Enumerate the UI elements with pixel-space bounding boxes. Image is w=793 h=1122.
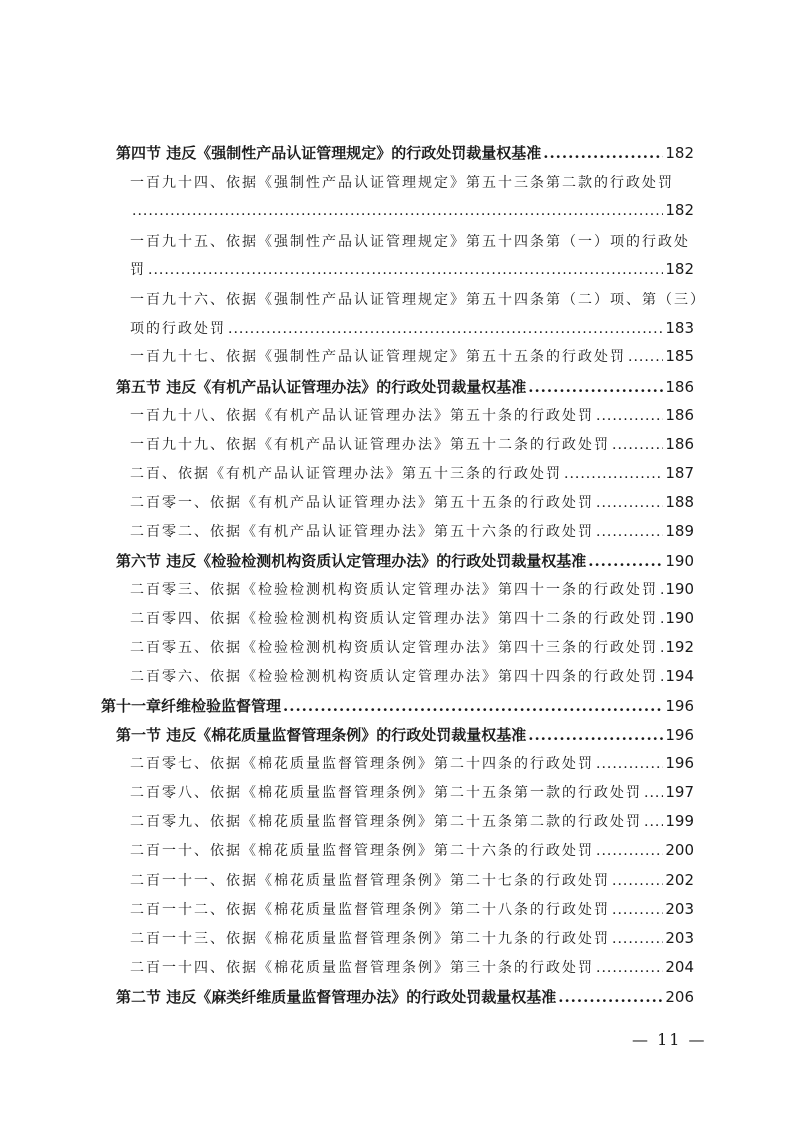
toc-leader-dots (644, 785, 663, 801)
toc-item-207[interactable] (130, 753, 694, 773)
toc-item-198[interactable] (130, 405, 694, 425)
toc-leader-dots (660, 611, 663, 627)
toc-item-197[interactable] (130, 346, 694, 366)
toc-item-text: 一百九十九、依据《有机产品认证管理办法》第五十二条的行政处罚 (130, 437, 610, 453)
toc-item-194[interactable] (130, 201, 694, 219)
toc-item-text: 二百一十二、依据《棉花质量监督管理条例》第二十八条的行政处罚 (130, 902, 610, 918)
toc-section-1[interactable] (116, 724, 694, 745)
toc-page-number: 186 (665, 406, 694, 424)
toc-item-212[interactable] (130, 899, 694, 919)
toc-page-number: 187 (665, 464, 694, 482)
toc-page-number: 182 (665, 201, 694, 219)
toc-chapter-title: 第十一章纤维检验监督管理 (101, 697, 282, 715)
toc-leader-dots (543, 144, 663, 162)
toc-item-text: 一百九十七、依据《强制性产品认证管理规定》第五十五条的行政处罚 (130, 349, 626, 365)
toc-item-196[interactable] (130, 318, 694, 338)
toc-item-195[interactable] (130, 259, 694, 279)
toc-leader-dots (588, 552, 663, 570)
toc-item-text: 二百一十三、依据《棉花质量监督管理条例》第二十九条的行政处罚 (130, 931, 610, 947)
toc-page-number: 197 (665, 783, 694, 801)
toc-leader-dots (660, 582, 663, 598)
toc-leader-dots (596, 960, 663, 976)
toc-page-number: 194 (665, 667, 694, 685)
toc-page-number: 196 (665, 754, 694, 772)
toc-page-number: 190 (665, 552, 694, 570)
toc-item-202[interactable] (130, 521, 694, 541)
toc-section-title: 第二节 违反《麻类纤维质量监督管理办法》的行政处罚裁量权基准 (116, 988, 557, 1006)
toc-leader-dots (564, 466, 663, 482)
toc-page-number: 182 (665, 144, 694, 162)
toc-item-199[interactable] (130, 434, 694, 454)
toc-page-number: 203 (665, 929, 694, 947)
toc-page-number: 188 (665, 493, 694, 511)
toc-leader-dots (596, 408, 663, 424)
toc-page-number: 186 (665, 435, 694, 453)
toc-page-number: 199 (665, 812, 694, 830)
toc-item-210[interactable] (130, 840, 694, 860)
toc-section-title: 第五节 违反《有机产品认证管理办法》的行政处罚裁量权基准 (116, 378, 527, 396)
toc-item-209[interactable] (130, 811, 694, 831)
toc-item-203[interactable] (130, 579, 694, 599)
toc-page-number: 190 (665, 609, 694, 627)
toc-section-4[interactable] (116, 142, 694, 163)
toc-leader-dots (528, 726, 663, 744)
toc-section-title: 第四节 违反《强制性产品认证管理规定》的行政处罚裁量权基准 (116, 144, 542, 162)
toc-item-195-line1[interactable]: 一百九十五、依据《强制性产品认证管理规定》第五十四条第（一）项的行政处 (130, 234, 690, 250)
toc-item-text: 二百零八、依据《棉花质量监督管理条例》第二十五条第一款的行政处罚 (130, 785, 642, 801)
toc-item-205[interactable] (130, 637, 694, 657)
toc-leader-dots (228, 321, 663, 337)
toc-item-206[interactable] (130, 666, 694, 686)
toc-item-text: 二百零三、依据《检验检测机构资质认定管理办法》第四十一条的行政处罚 (130, 582, 658, 598)
toc-item-194-line1[interactable]: 一百九十四、依据《强制性产品认证管理规定》第五十三条第二款的行政处罚 (130, 175, 674, 191)
toc-chapter-11[interactable] (101, 695, 694, 716)
toc-page-number: 204 (665, 958, 694, 976)
toc-leader-dots (612, 931, 663, 947)
toc-item-text: 一百九十八、依据《有机产品认证管理办法》第五十条的行政处罚 (130, 408, 594, 424)
toc-leader-dots (596, 843, 663, 859)
toc-page-number: 185 (665, 347, 694, 365)
toc-leader-dots (644, 814, 663, 830)
toc-item-208[interactable] (130, 782, 694, 802)
toc-item-211[interactable] (130, 870, 694, 890)
toc-item-214[interactable] (130, 957, 694, 977)
toc-leader-dots (612, 873, 663, 889)
toc-leader-dots (596, 756, 663, 772)
toc-item-204[interactable] (130, 608, 694, 628)
toc-item-text: 二百一十一、依据《棉花质量监督管理条例》第二十七条的行政处罚 (130, 873, 610, 889)
toc-item-213[interactable] (130, 928, 694, 948)
toc-leader-dots (660, 640, 663, 656)
toc-item-text: 二百、依据《有机产品认证管理办法》第五十三条的行政处罚 (130, 466, 562, 482)
toc-item-text: 二百一十、依据《棉花质量监督管理条例》第二十六条的行政处罚 (130, 843, 594, 859)
toc-leader-dots (596, 495, 663, 511)
toc-page-number: 190 (665, 580, 694, 598)
toc-page-number: 203 (665, 900, 694, 918)
toc-leader-dots (612, 902, 663, 918)
toc-page-number: 206 (665, 988, 694, 1006)
toc-section-2[interactable] (116, 986, 694, 1007)
toc-leader-dots (660, 669, 663, 685)
toc-item-text: 二百零七、依据《棉花质量监督管理条例》第二十四条的行政处罚 (130, 756, 594, 772)
toc-page-number: 186 (665, 378, 694, 396)
toc-item-200[interactable] (130, 463, 694, 483)
toc-page-number: 200 (665, 841, 694, 859)
toc-item-text: 二百零四、依据《检验检测机构资质认定管理办法》第四十二条的行政处罚 (130, 611, 658, 627)
toc-section-title: 第一节 违反《棉花质量监督管理条例》的行政处罚裁量权基准 (116, 726, 527, 744)
toc-item-text: 二百零九、依据《棉花质量监督管理条例》第二十五条第二款的行政处罚 (130, 814, 642, 830)
toc-page-number: 196 (665, 726, 694, 744)
toc-page-number: 182 (665, 260, 694, 278)
toc-item-text: 二百零六、依据《检验检测机构资质认定管理办法》第四十四条的行政处罚 (130, 669, 658, 685)
toc-page-number: 183 (665, 319, 694, 337)
toc-page-number: 192 (665, 638, 694, 656)
toc-leader-dots (596, 524, 663, 540)
toc-page-number: 189 (665, 522, 694, 540)
toc-leader-dots (283, 697, 663, 715)
toc-leader-dots (612, 437, 663, 453)
toc-item-text: 二百零二、依据《有机产品认证管理办法》第五十六条的行政处罚 (130, 524, 594, 540)
toc-section-6[interactable] (116, 550, 694, 571)
toc-page-number: 202 (665, 871, 694, 889)
page-number-footer: — 11 — (632, 1030, 707, 1049)
toc-page-number: 196 (665, 697, 694, 715)
toc-leader-dots (148, 262, 663, 278)
toc-item-201[interactable] (130, 492, 694, 512)
toc-section-title: 第六节 违反《检验检测机构资质认定管理办法》的行政处罚裁量权基准 (116, 552, 587, 570)
toc-leader-dots (628, 349, 663, 365)
toc-item-text: 二百零一、依据《有机产品认证管理办法》第五十五条的行政处罚 (130, 495, 594, 511)
toc-item-text-continued: 罚 (130, 262, 146, 278)
toc-section-5[interactable] (116, 376, 694, 397)
toc-leader-dots (132, 203, 663, 219)
toc-item-text: 二百零五、依据《检验检测机构资质认定管理办法》第四十三条的行政处罚 (130, 640, 658, 656)
toc-item-text: 二百一十四、依据《棉花质量监督管理条例》第三十条的行政处罚 (130, 960, 594, 976)
toc-item-text-continued: 项的行政处罚 (130, 321, 226, 337)
toc-leader-dots (528, 378, 663, 396)
toc-item-196-line1[interactable]: 一百九十六、依据《强制性产品认证管理规定》第五十四条第（二）项、第（三） (130, 292, 706, 308)
toc-leader-dots (558, 988, 663, 1006)
